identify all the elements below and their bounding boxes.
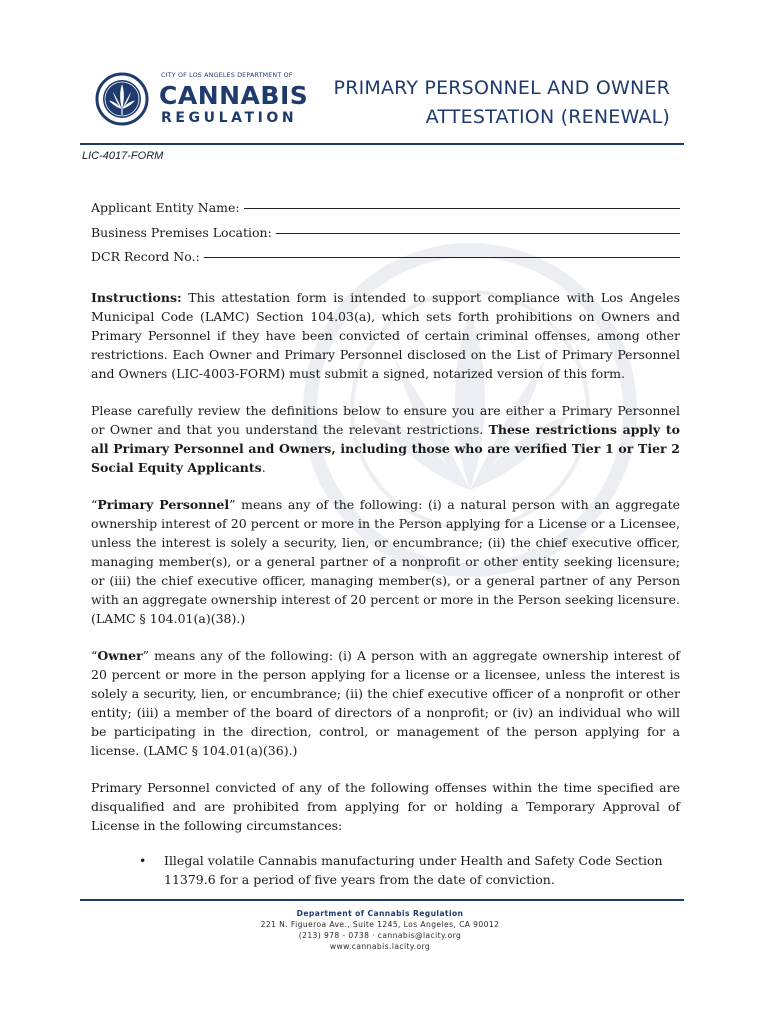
footer (180, 908, 580, 952)
open-quote: “ (91, 647, 98, 663)
footer-contact: (213) 978 - 0738 · cannabis@lacity.org (298, 931, 462, 940)
footer-website: www.cannabis.lacity.org (329, 942, 431, 951)
open-quote: “ (91, 496, 98, 512)
title-line-1: PRIMARY PERSONNEL AND OWNER (333, 77, 670, 99)
offense-list (91, 851, 680, 889)
instructions-paragraph (91, 288, 680, 383)
applicant-entity-name-field (91, 198, 680, 223)
footer-address: 221 N. Figueroa Ave., Suite 1245, Los Angeles, CA 90012 (260, 920, 500, 929)
logo-main-text: CANNABIS (159, 81, 309, 110)
list-item-text: Illegal volatile Cannabis manufacturing under Health and Safety Code Section 11379.6 for a period of five years from the date of conviction. (164, 852, 663, 887)
title-line-2: ATTESTATION (RENEWAL) (425, 106, 670, 128)
review-bold-text: These restrictions apply to all Primary Personnel and Owners, including those who are verified Tier 1 or Tier 2 Social Equity Applicants (91, 421, 681, 475)
field-label: Business Premises Location: (91, 224, 272, 240)
field-label: Applicant Entity Name: (91, 200, 240, 215)
header-divider (80, 143, 684, 145)
convicted-paragraph: Primary Personnel convicted of any of the following offenses within the time specified are disqualified and are prohibited from applying for or holding a Temporary Approval of License in the following circumstances: (91, 779, 680, 833)
fill-in-line[interactable] (204, 257, 680, 258)
primary-personnel-definition (91, 495, 680, 628)
form-id: LIC-4017-FORM (82, 150, 164, 162)
list-item (91, 851, 680, 889)
dcr-logo (95, 70, 309, 130)
page-title (334, 74, 670, 132)
primary-personnel-text: ” means any of the following: (i) a natural person with an aggregate ownership interest of 20 percent or more in the Person applying for a License or a Licensee, unless the interest is solely a security, lien, or encumbrance; (ii) the chief executive officer, managing member(s), or a general partner of a nonprofit or other entity seeking licensure; or (iii) the chief executive officer, managing member(s), or a general partner of any Person with an aggregate ownership interest of 20 percent or more in the Person seeking licensure. (LAMC § 104.01(a)(38).) (91, 496, 680, 626)
logo-subtitle: CITY OF LOS ANGELES DEPARTMENT OF (161, 72, 293, 79)
owner-term: Owner (97, 647, 143, 663)
document-body (91, 198, 680, 889)
footer-department: Department of Cannabis Regulation (296, 909, 464, 918)
review-text: Please carefully review the definitions below to ensure you are either a Primary Personnel or Owner and that you understand the relevant restrictions. (91, 402, 680, 437)
owner-text: ” means any of the following: (i) A person with an aggregate ownership interest of 20 percent or more in the person applying for a license or a licensee, unless the interest is solely a security, lien, or encumbrance; (ii) the chief executive officer of a nonprofit or other entity; (iii) a member of the board of directors of a nonprofit; or (iv) an individual who will be participating in the direction, control, or management of the person applying for a license. (LAMC § 104.01(a)(36).) (91, 647, 680, 758)
review-paragraph (91, 401, 680, 477)
instructions-label: Instructions: (91, 289, 182, 305)
fill-in-line[interactable] (276, 233, 680, 234)
dcr-record-no-field (91, 247, 680, 272)
review-end: . (261, 459, 266, 475)
fill-in-line[interactable] (244, 208, 680, 209)
footer-divider (80, 899, 684, 901)
owner-definition (91, 646, 680, 760)
bullet-icon: • (139, 852, 147, 868)
instructions-text: This attestation form is intended to support compliance with Los Angeles Municipal Code (LAMC) Section 104.03(a), which sets forth prohibitions on Owners and Primary Personnel if they have been convicted of certain criminal offenses, among other restrictions. Each Owner and Primary Personnel disclosed on the List of Primary Personnel and Owners (LIC-4003-FORM) must submit a signed, notarized version of this form. (91, 289, 680, 381)
field-label: DCR Record No.: (91, 249, 200, 264)
logo-bottom-text: REGULATION (161, 110, 298, 126)
business-premises-location-field (91, 223, 680, 248)
city-seal-icon (95, 72, 149, 126)
primary-personnel-term: Primary Personnel (97, 496, 230, 512)
